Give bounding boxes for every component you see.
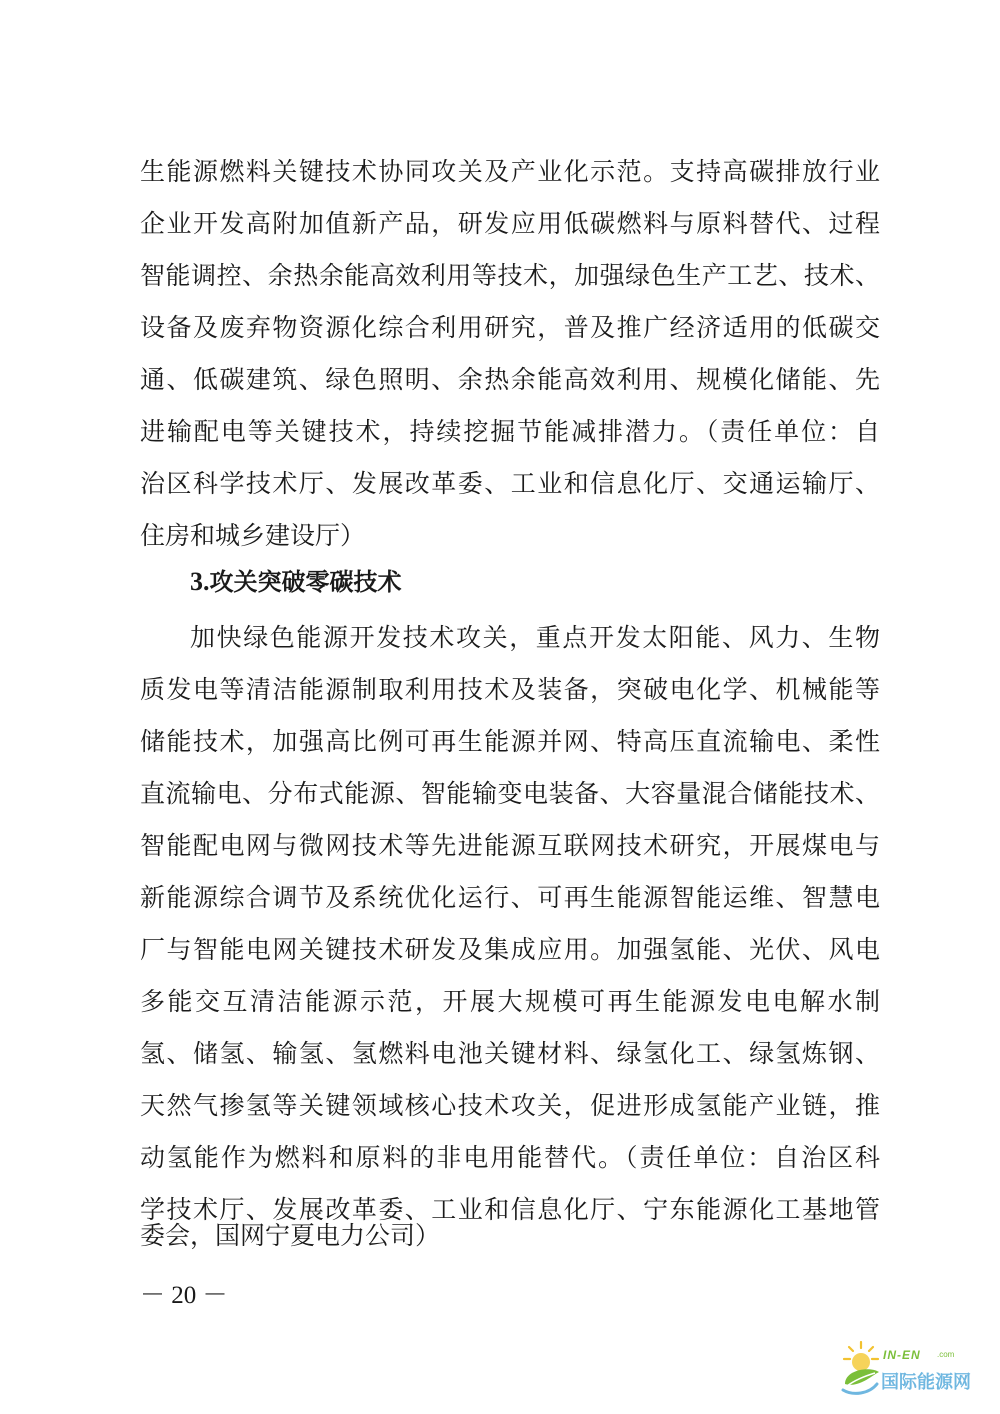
- section-number: 3.: [190, 567, 210, 596]
- text-line: 学技术厅、发展改革委、工业和信息化厅、宁东能源化工基地管: [140, 1195, 880, 1224]
- watermark-logo: [835, 1332, 995, 1410]
- text-line: 直流输电、分布式能源、智能输变电装备、大容量混合储能技术、: [140, 779, 880, 808]
- text-line: 多能交互清洁能源示范，开展大规模可再生能源发电电解水制: [140, 987, 880, 1016]
- section-title: 攻关突破零碳技术: [209, 568, 402, 596]
- text-line: 委会，国网宁夏电力公司）: [140, 1221, 441, 1250]
- sun-leaf-icon: [835, 1332, 885, 1402]
- text-line: 天然气掺氢等关键领域核心技术攻关，促进形成氢能产业链，推: [140, 1091, 880, 1120]
- text-line: 氢、储氢、输氢、氢燃料电池关键材料、绿氢化工、绿氢炼钢、: [140, 1039, 880, 1068]
- text-line: 新能源综合调节及系统优化运行、可再生能源智能运维、智慧电: [140, 883, 880, 912]
- logo-brand-cn: 国际能源网: [881, 1372, 971, 1393]
- text-line: 生能源燃料关键技术协同攻关及产业化示范。支持高碳排放行业: [140, 157, 880, 186]
- text-line: 智能调控、余热余能高效利用等技术，加强绿色生产工艺、技术、: [140, 261, 880, 290]
- text-line: 住房和城乡建设厅）: [140, 521, 366, 550]
- text-line: 智能配电网与微网技术等先进能源互联网技术研究，开展煤电与: [140, 831, 880, 860]
- text-line: 设备及废弃物资源化综合利用研究，普及推广经济适用的低碳交: [140, 313, 880, 342]
- text-line: 动氢能作为燃料和原料的非电用能替代。（责任单位：自治区科: [140, 1143, 880, 1172]
- text-line: 储能技术，加强高比例可再生能源并网、特高压直流输电、柔性: [140, 727, 880, 756]
- text-line: 加快绿色能源开发技术攻关，重点开发太阳能、风力、生物: [190, 623, 880, 652]
- text-line: 通、低碳建筑、绿色照明、余热余能高效利用、规模化储能、先: [140, 365, 880, 394]
- text-line: 质发电等清洁能源制取利用技术及装备，突破电化学、机械能等: [140, 675, 880, 704]
- section-heading: [190, 562, 402, 602]
- text-line: 进输配电等关键技术，持续挖掘节能减排潜力。（责任单位：自: [140, 417, 880, 446]
- logo-brand-domain: .com: [937, 1350, 955, 1359]
- text-line: 厂与智能电网关键技术研发及集成应用。加强氢能、光伏、风电: [140, 935, 880, 964]
- text-line: 企业开发高附加值新产品，研发应用低碳燃料与原料替代、过程: [140, 209, 880, 238]
- logo-brand-en: IN-EN: [883, 1348, 921, 1362]
- page-number: － 20 －: [140, 1282, 228, 1309]
- text-line: 治区科学技术厅、发展改革委、工业和信息化厅、交通运输厅、: [140, 469, 880, 498]
